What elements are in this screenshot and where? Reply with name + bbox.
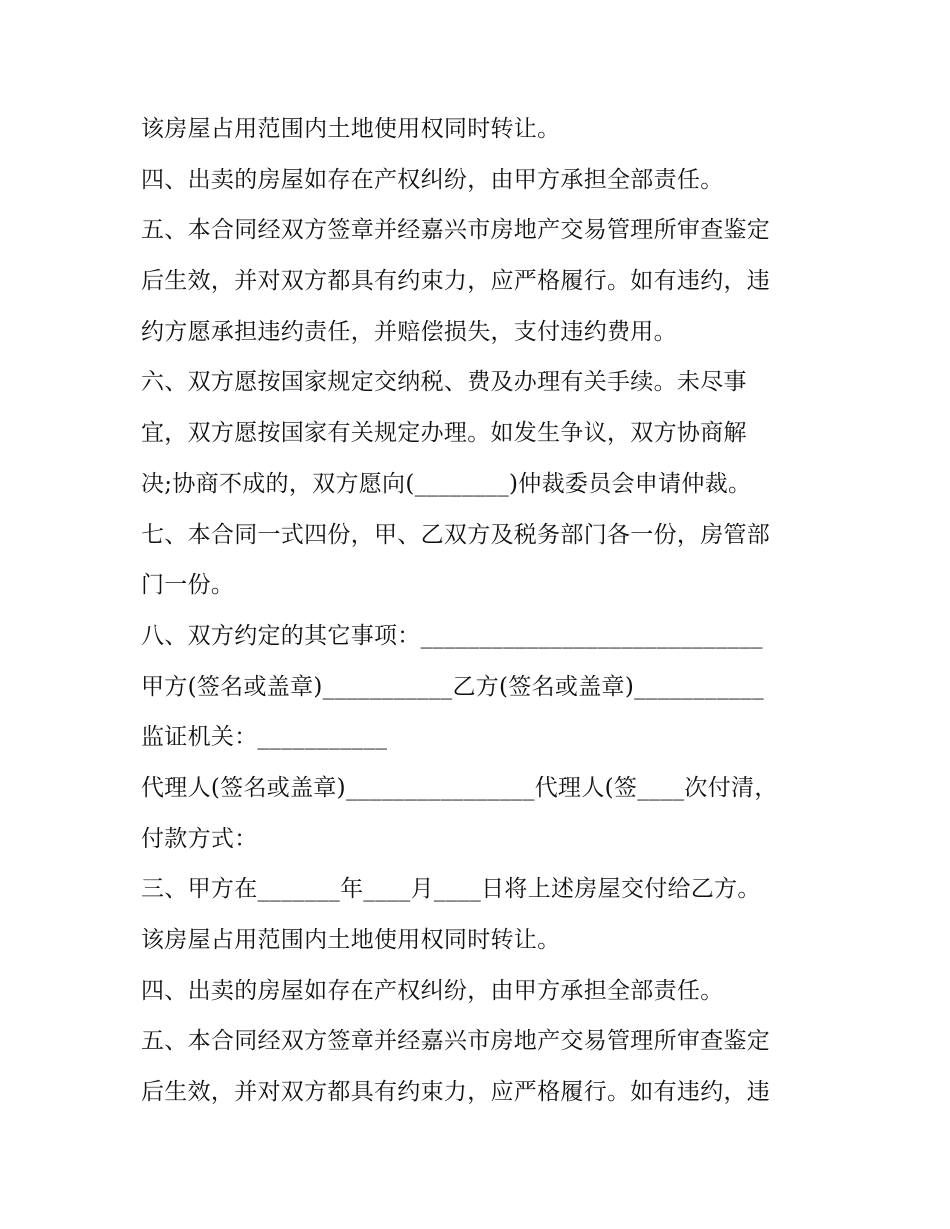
text-line: 后生效，并对双方都具有约束力，应严格履行。如有违约，违	[141, 1079, 771, 1106]
text-line: 五、本合同经双方签章并经嘉兴市房地产交易管理所审查鉴定	[141, 1028, 771, 1055]
text-line: 六、双方愿按国家规定交纳税、费及办理有关手续。未尽事	[141, 369, 747, 396]
text-line: 监证机关：___________	[141, 724, 388, 751]
text-line: 七、本合同一式四份，甲、乙双方及税务部门各一份，房管部	[141, 521, 771, 548]
text-line: 决;协商不成的，双方愿向(________)仲裁委员会申请仲裁。	[141, 470, 752, 497]
text-line: 五、本合同经双方签章并经嘉兴市房地产交易管理所审查鉴定	[141, 217, 771, 244]
text-line: 付款方式：	[141, 825, 258, 852]
text-line: 四、出卖的房屋如存在产权纠纷，由甲方承担全部责任。	[141, 166, 724, 193]
text-line: 代理人(签名或盖章)________________代理人(签____次付清，	[141, 774, 778, 801]
text-line: 后生效，并对双方都具有约束力，应严格履行。如有违约，违	[141, 268, 771, 295]
text-line: 该房屋占用范围内土地使用权同时转让。	[141, 116, 561, 142]
text-line: 甲方(签名或盖章)___________乙方(签名或盖章)___________	[141, 673, 764, 700]
text-line: 三、甲方在_______年____月____日将上述房屋交付给乙方。	[141, 876, 761, 903]
text-line: 该房屋占用范围内土地使用权同时转让。	[141, 927, 561, 953]
text-line: 八、双方约定的其它事项：_____________________________	[141, 622, 763, 649]
text-line: 四、出卖的房屋如存在产权纠纷，由甲方承担全部责任。	[141, 977, 724, 1004]
text-line: 宜，双方愿按国家有关规定办理。如发生争议，双方协商解	[141, 420, 747, 447]
text-line: 门一份。	[141, 572, 235, 599]
contract-text	[141, 104, 821, 1118]
text-line: 约方愿承担违约责任，并赔偿损失，支付违约费用。	[141, 318, 677, 345]
